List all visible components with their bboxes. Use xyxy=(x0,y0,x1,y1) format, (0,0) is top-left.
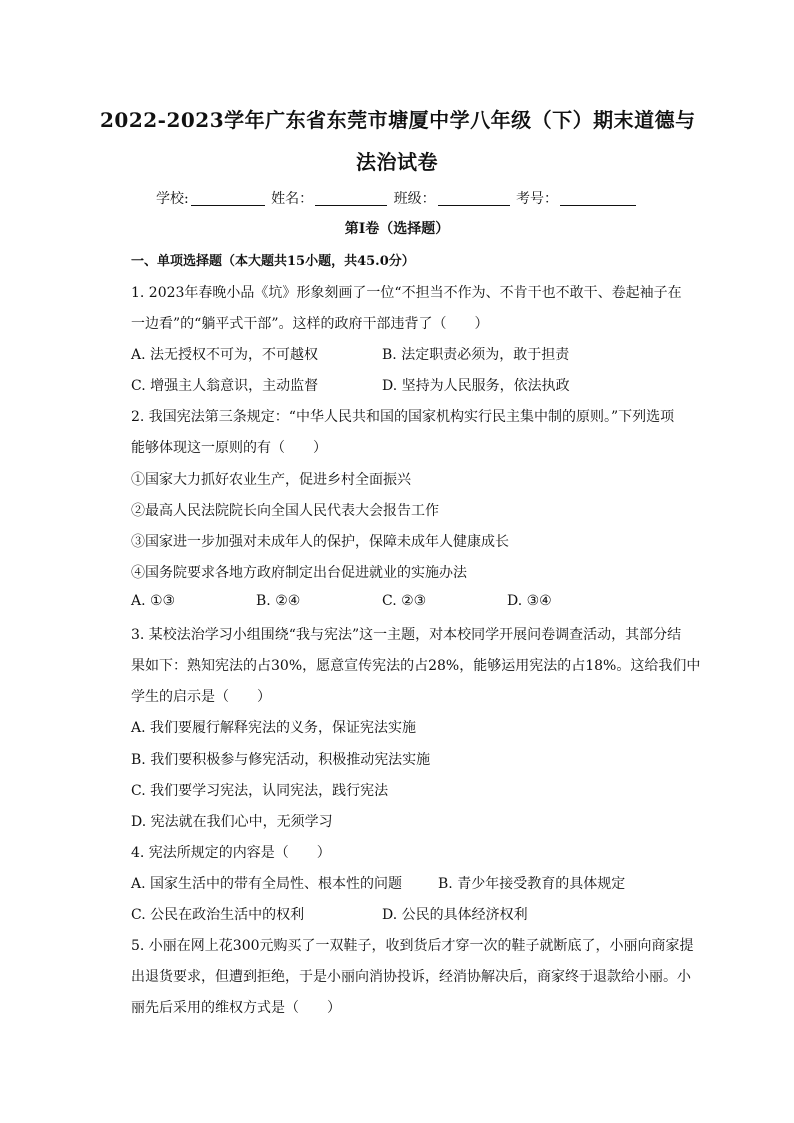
name-label: 姓名： xyxy=(271,191,314,207)
question-2-item-4: ④国务院要求各地方政府制定出台促进就业的实施办法 xyxy=(131,565,467,581)
question-1-option-a: A. 法无授权不可为，不可越权 xyxy=(131,347,319,363)
question-2-item-2: ②最高人民法院院长向全国人民代表大会报告工作 xyxy=(131,503,439,519)
question-1-option-b: B. 法定职责必须为，敢于担责 xyxy=(382,347,570,363)
exam-title-line1: 2022-2023学年广东省东莞市塘厦中学八年级（下）期末道德与 xyxy=(100,108,696,132)
question-1-line-1: 1. 2023年春晚小品《坑》形象刻画了一位“不担当不作为、不肯干也不敢干、卷起袖子在 xyxy=(131,285,682,301)
question-5-line-3: 丽先后采用的维权方式是（ ） xyxy=(131,1000,341,1016)
question-4-option-a: A. 国家生活中的带有全局性、根本性的问题 xyxy=(131,876,403,892)
question-3-line-2: 果如下：熟知宪法的占30%，愿意宣传宪法的占28%，能够运用宪法的占18%。这给我们中 xyxy=(131,658,701,674)
question-2-option-d: D. ③④ xyxy=(507,593,552,609)
question-1-option-d: D. 坚持为人民服务，依法执政 xyxy=(382,378,570,394)
question-3-option-c: C. 我们要学习宪法，认同宪法，践行宪法 xyxy=(131,783,389,799)
question-3-option-d: D. 宪法就在我们心中，无须学习 xyxy=(131,814,333,830)
class-blank xyxy=(438,191,510,206)
volume-title: 第I卷（选择题） xyxy=(344,221,450,237)
question-2-option-b: B. ②④ xyxy=(256,593,301,609)
question-4-line-1: 4. 宪法所规定的内容是（ ） xyxy=(131,845,331,861)
exam-no-blank xyxy=(560,191,636,206)
question-1-option-c: C. 增强主人翁意识，主动监督 xyxy=(131,378,319,394)
class-label: 班级： xyxy=(393,191,436,207)
question-5-line-2: 出退货要求，但遭到拒绝，于是小丽向消协投诉，经消协解决后，商家终于退款给小丽。小 xyxy=(131,969,691,985)
exam-no-label: 考号： xyxy=(516,191,559,207)
school-label: 学校: xyxy=(155,191,189,207)
exam-title-line2: 法治试卷 xyxy=(356,150,438,174)
question-3-line-1: 3. 某校法治学习小组围绕“我与宪法”这一主题，对本校同学开展问卷调查活动，其部分结 xyxy=(131,627,682,643)
question-3-option-b: B. 我们要积极参与修宪活动，积极推动宪法实施 xyxy=(131,752,431,768)
question-2-option-a: A. ①③ xyxy=(131,593,176,609)
question-5-line-1: 5. 小丽在网上花300元购买了一双鞋子，收到货后才穿一次的鞋子就断底了，小丽向商家提 xyxy=(131,938,694,954)
question-2-item-1: ①国家大力抓好农业生产，促进乡村全面振兴 xyxy=(131,472,411,488)
question-2-option-c: C. ②③ xyxy=(382,593,427,609)
section-title: 一、单项选择题（本大题共15小题，共45.0分） xyxy=(131,254,415,269)
question-4-option-d: D. 公民的具体经济权利 xyxy=(382,907,528,923)
question-3-option-a: A. 我们要履行解释宪法的义务，保证宪法实施 xyxy=(131,720,417,736)
question-2-line-2: 能够体现这一原则的有（ ） xyxy=(131,440,327,456)
question-4-option-c: C. 公民在政治生活中的权利 xyxy=(131,907,305,923)
school-blank xyxy=(191,191,265,206)
question-1-line-2: 一边看”的“躺平式干部”。这样的政府干部违背了（ ） xyxy=(131,316,489,332)
student-info-row xyxy=(0,188,794,208)
question-3-line-3: 学生的启示是（ ） xyxy=(131,689,271,705)
question-2-item-3: ③国家进一步加强对未成年人的保护，保障未成年人健康成长 xyxy=(131,534,509,550)
question-2-line-1: 2. 我国宪法第三条规定：“中华人民共和国的国家机构实行民主集中制的原则。”下列选项 xyxy=(131,409,675,425)
name-blank xyxy=(315,191,387,206)
question-4-option-b: B. 青少年接受教育的具体规定 xyxy=(438,876,626,892)
